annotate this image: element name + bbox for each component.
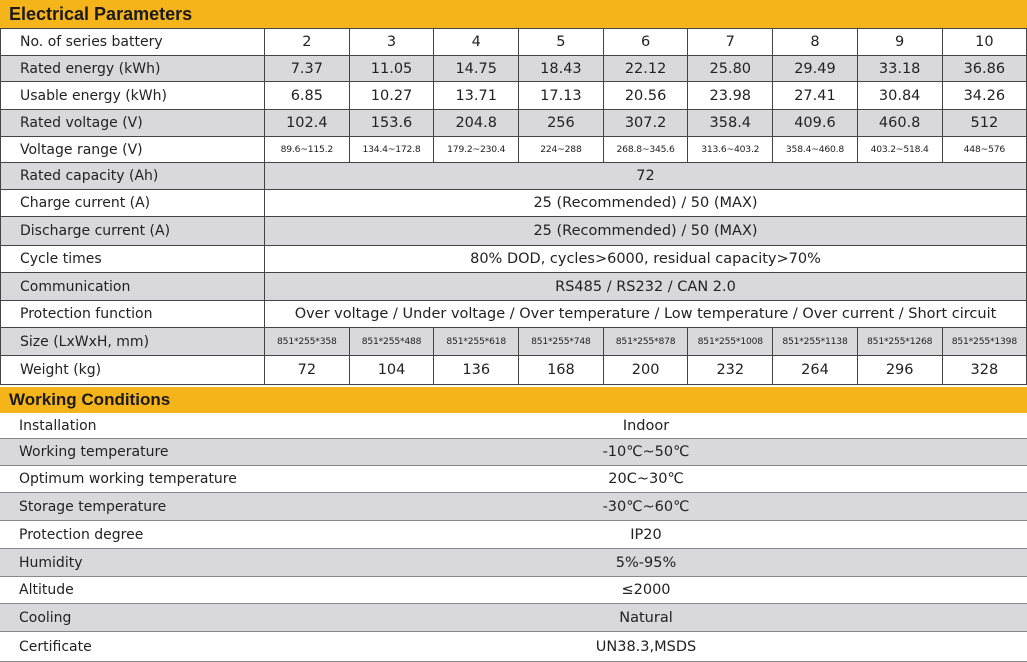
row-value: ≤2000 [621,582,671,598]
row-label: Protection function [0,301,265,327]
table-row [0,356,1027,385]
table-cell: 72 [265,356,350,384]
table-cell: 7 [688,29,773,55]
table-cell-merged: 25 (Recommended) / 50 (MAX) [265,190,1027,216]
table-cell: 4 [434,29,519,55]
table-row [0,521,1027,549]
table-row [0,137,1027,163]
row-label: Rated capacity (Ah) [0,163,265,189]
table-cell: 256 [519,110,604,136]
table-cell: 25.80 [688,56,773,81]
table-cell: 403.2~518.4 [858,137,943,162]
table-cell: 11.05 [350,56,435,81]
table-cell-merged: 25 (Recommended) / 50 (MAX) [265,217,1027,245]
table-cell: 851*255*488 [350,328,435,355]
table-cell: 512 [943,110,1027,136]
table-cell: 6.85 [265,82,350,109]
table-cell: 89.6~115.2 [265,137,350,162]
table-cell: 851*255*1268 [858,328,943,355]
table-cell: 313.6~403.2 [688,137,773,162]
table-row [0,110,1027,137]
table-cell: 851*255*1008 [688,328,773,355]
table-row [0,604,1027,632]
row-label: No. of series battery [0,29,265,55]
table-row [0,273,1027,301]
table-cell: 8 [773,29,858,55]
table-cell: 10.27 [350,82,435,109]
table-row [0,493,1027,521]
row-label: Weight (kg) [0,356,265,384]
row-value: 5%-95% [615,554,677,571]
table-cell: 851*255*748 [519,328,604,355]
table-cell: 224~288 [519,137,604,162]
table-cell: 14.75 [434,56,519,81]
table-cell: 460.8 [858,110,943,136]
table-cell: 307.2 [604,110,689,136]
table-row [0,56,1027,82]
row-value: -30℃~60℃ [602,498,690,515]
table-cell: 18.43 [519,56,604,81]
table-cell: 409.6 [773,110,858,136]
table-cell: 358.4 [688,110,773,136]
table-cell-merged: 72 [265,163,1027,189]
table-cell: 851*255*1398 [943,328,1027,355]
table-cell: 30.84 [858,82,943,109]
table-cell: 7.37 [265,56,350,81]
table-cell: 268.8~345.6 [604,137,689,162]
table-row [0,632,1027,662]
table-cell-merged: RS485 / RS232 / CAN 2.0 [265,273,1027,300]
table-cell: 102.4 [265,110,350,136]
table-cell: 36.86 [943,56,1027,81]
table-row [0,413,1027,439]
row-label: Rated energy (kWh) [0,56,265,81]
table-cell: 20.56 [604,82,689,109]
table-cell: 23.98 [688,82,773,109]
table-row [0,577,1027,604]
row-value: 20C~30℃ [608,471,684,487]
table-cell: 22.12 [604,56,689,81]
table-cell: 33.18 [858,56,943,81]
table-cell: 264 [773,356,858,384]
table-cell: 448~576 [943,137,1027,162]
table-row [0,328,1027,356]
table-cell: 851*255*1138 [773,328,858,355]
table-cell: 851*255*358 [265,328,350,355]
table-cell: 27.41 [773,82,858,109]
row-label: Protection degree [19,526,144,543]
working-conditions-header [0,387,1027,413]
row-label: Humidity [19,554,83,571]
working-conditions-title: Working Conditions [9,390,171,409]
row-label: Working temperature [19,444,169,460]
row-label: Communication [0,273,265,300]
table-row [0,82,1027,110]
table-cell: 9 [858,29,943,55]
table-cell: 10 [943,29,1027,55]
row-label: Rated voltage (V) [0,110,265,136]
table-cell: 104 [350,356,435,384]
table-cell: 204.8 [434,110,519,136]
row-label: Certificate [19,638,92,655]
row-label: Size (LxWxH, mm) [0,328,265,355]
table-cell-merged: Over voltage / Under voltage / Over temperature / Low temperature / Over current / Short circuit [265,301,1027,327]
table-cell: 6 [604,29,689,55]
table-cell: 13.71 [434,82,519,109]
table-cell: 179.2~230.4 [434,137,519,162]
row-value: Indoor [622,417,670,434]
table-row [0,28,1027,56]
table-cell: 2 [265,29,350,55]
table-cell: 851*255*878 [604,328,689,355]
table-cell: 34.26 [943,82,1027,109]
row-value: -10℃~50℃ [602,444,690,460]
electrical-parameters-title: Electrical Parameters [9,3,193,24]
electrical-parameters-header [0,0,1027,28]
table-cell: 136 [434,356,519,384]
row-value: IP20 [630,526,662,543]
table-row [0,190,1027,217]
row-label: Usable energy (kWh) [0,82,265,109]
table-row [0,549,1027,577]
table-cell: 232 [688,356,773,384]
table-row [0,439,1027,466]
table-cell: 200 [604,356,689,384]
table-cell: 296 [858,356,943,384]
table-cell: 851*255*618 [434,328,519,355]
table-cell: 134.4~172.8 [350,137,435,162]
table-cell: 358.4~460.8 [773,137,858,162]
row-label: Cooling [19,609,72,626]
row-label: Optimum working temperature [19,471,237,487]
table-cell: 17.13 [519,82,604,109]
row-value: UN38.3,MSDS [595,638,697,655]
row-label: Voltage range (V) [0,137,265,162]
table-cell: 29.49 [773,56,858,81]
table-cell-merged: 80% DOD, cycles>6000, residual capacity>70% [265,246,1027,272]
table-cell: 153.6 [350,110,435,136]
table-row [0,217,1027,246]
table-row [0,163,1027,190]
table-cell: 328 [943,356,1027,384]
row-label: Storage temperature [19,498,167,515]
row-label: Cycle times [0,246,265,272]
row-label: Installation [19,417,97,434]
table-row [0,246,1027,273]
table-row [0,301,1027,328]
row-value: Natural [619,609,673,626]
table-cell: 3 [350,29,435,55]
row-label: Altitude [19,582,74,598]
table-cell: 168 [519,356,604,384]
table-cell: 5 [519,29,604,55]
row-label: Charge current (A) [0,190,265,216]
row-label: Discharge current (A) [0,217,265,245]
table-row [0,466,1027,493]
